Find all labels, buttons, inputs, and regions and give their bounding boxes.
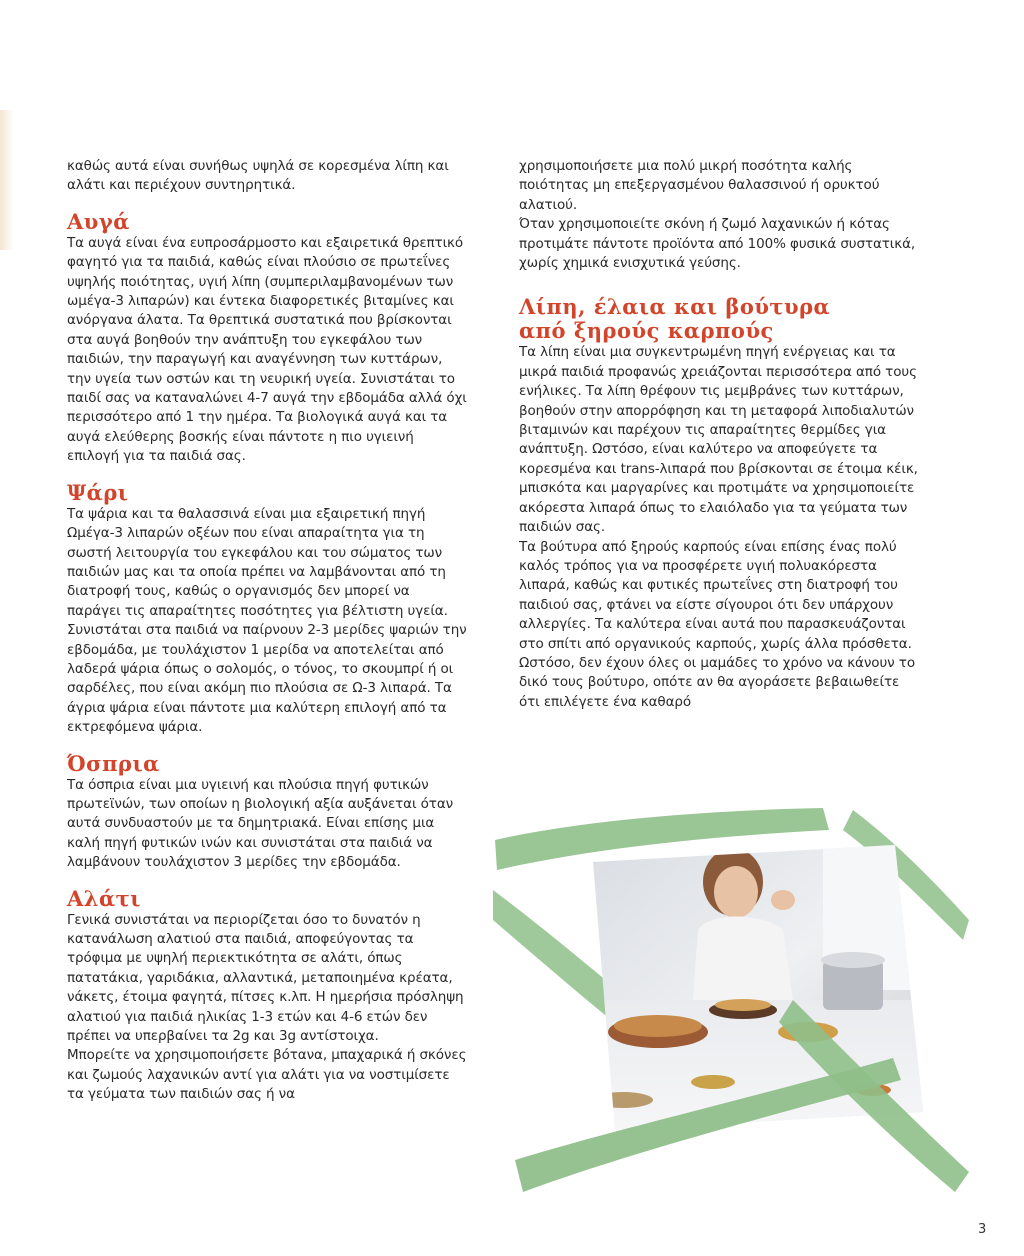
right-column [519, 157, 919, 712]
salt-text: Γενικά συνιστάται να περιορίζεται όσο το δυνατόν η κατανάλωση αλατιού στα παιδιά, αποφεύγοντας τα τρόφιμα με υψηλή περιεκτικότητα σε αλάτι, όπως πατατάκια, γαριδάκια, αλλαντικά, μεταποιημένα κρέατα, νάκετς, έτοιμα φαγητά, πίτσες κ.λπ. Η ημερήσια πρόσληψη αλατιού για παιδιά ηλικίας 1-3 ετών και 4-6 ετών δεν πρέπει να υπερβαίνει τα 2g και 3g αντίστοιχα. [67, 911, 464, 1045]
left-column [67, 157, 467, 1105]
salt-continued-text: χρησιμοποιήσετε μια πολύ μικρή ποσότητα καλής ποιότητας μη επεξεργασμένου θαλασσινού ή ορυκτού αλατιού. [519, 158, 880, 213]
eggs-heading: Αυγά [67, 208, 130, 234]
fats-text: Τα λίπη είναι μια συγκεντρωμένη πηγή ενέργειας και τα μικρά παιδιά προφανώς χρειάζονται περισσότερα από τους ενήλικες. Τα λίπη θρέφουν τις μεμβράνες των κυττάρων, βοηθούν στην απορρόφηση και τη μεταφορά λιποδιαλυτών βιταμινών και παρέχουν τις απαραίτητες θερμίδες για ανάπτυξη. Ωστόσο, είναι καλύτερο να αποφεύγετε τα κορεσμένα και trans-λιπαρά που βρίσκονται σε έτοιμα κέικ, μπισκότα και μαργαρίνες και προτιμάτε να χρησιμοποιείτε ακόρεστα λιπαρά όπως το ελαιόλαδο για τα γεύματα των παιδιών σας. [519, 344, 918, 536]
fish-heading: Ψάρι [67, 479, 129, 505]
page-number: 3 [978, 1222, 987, 1237]
fish-text: Τα ψάρια και τα θαλασσινά είναι μια εξαιρετική πηγή Ωμέγα-3 λιπαρών οξέων που είναι απαραίτητα για τη σωστή λειτουργία του εγκεφάλου και του σώματος των παιδιών μας και τα οποία πρέπει να λαμβάνονται από τη διατροφή τους, καθώς ο οργανισμός δεν μπορεί να παράγει τις απαραίτητες ποσότητες για βέλτιστη υγεία. Συνιστάται στα παιδιά να παίρνουν 2-3 μερίδες ψαριών την εβδομάδα, με τουλάχιστον 1 μερίδα να αποτελείται από λαδερά ψάρια όπως ο σολομός, ο τόνος, το σκουμπρί ή οι σαρδέλες, που είναι ακόμη πιο πλούσια σε Ω-3 λιπαρά. Τα άγρια ψάρια είναι πάντοτε μια καλύτερη επιλογή από τα εκτρεφόμενα ψάρια. [67, 505, 467, 736]
nut-butter-text: Τα βούτυρα από ξηρούς καρπούς είναι επίσης ένας πολύ καλός τρόπος για να προσφέρετε υγιή πολυακόρεστα λιπαρά, καθώς και φυτικές πρωτεΐνες στη διατροφή του παιδιού σας, φτάνει να είστε σίγουροι ότι δεν υπάρχουν αλλεργίες. Τα καλύτερα είναι αυτά που παρασκευάζονται στο σπίτι από οργανικούς καρπούς, χωρίς άλλα πρόσθετα. Ωστόσο, δεν έχουν όλες οι μαμάδες το χρόνο να κάνουν το δικό τους βούτυρο, οπότε αν θα αγοράσετε βεβαιωθείτε ότι επιλέγετε ένα καθαρό [519, 538, 915, 710]
salt-powder-text: Όταν χρησιμοποιείτε σκόνη ή ζωμό λαχανικών ή κότας προτιμάτε πάντοτε προϊόντα από 100% φυσικά συστατικά, χωρίς χημικά ενισχυτικά γεύσης. [519, 216, 916, 272]
fats-heading-line1: Λίπη, έλαια και βούτυρα [519, 294, 831, 320]
page-edge-shade [0, 110, 14, 250]
kitchen-photo [493, 800, 973, 1200]
legumes-heading: Όσπρια [67, 750, 160, 776]
intro-text: καθώς αυτά είναι συνήθως υψηλά σε κορεσμένα λίπη και αλάτι και περιέχουν συντηρητικά. [67, 158, 449, 194]
salt-heading: Αλάτι [67, 885, 141, 911]
kitchen-illustration [493, 800, 973, 1200]
fats-heading-line2: από ξηρούς καρπούς [519, 318, 774, 344]
salt-text-continued: Μπορείτε να χρησιμοποιήσετε βότανα, μπαχαρικά ή σκόνες και ζωμούς λαχανικών αντί για αλάτι για να νοστιμίσετε τα γεύματα των παιδιών σας ή να [67, 1047, 467, 1103]
fats-heading [519, 295, 919, 343]
legumes-text: Τα όσπρια είναι μια υγιεινή και πλούσια πηγή φυτικών πρωτεϊνών, των οποίων η βιολογική αξία αυξάνεται όταν αυτά συνδυαστούν με τα δημητριακά. Είναι επίσης μια καλή πηγή φυτικών ινών και συνιστάται στα παιδιά να λαμβάνουν τουλάχιστον 3 μερίδες την εβδομάδα. [67, 776, 454, 871]
eggs-text: Τα αυγά είναι ένα ευπροσάρμοστο και εξαιρετικά θρεπτικό φαγητό για τα παιδιά, καθώς είναι πλούσιο σε πρωτεΐνες υψηλής ποιότητας, υγιή λίπη (συμπεριλαμβανομένων των ωμέγα-3 λιπαρών) και έντεκα διαφορετικές βιταμίνες και ανόργανα άλατα. Τα θρεπτικά συστατικά που βρίσκονται στα αυγά βοηθούν την ανάπτυξη του εγκεφάλου των παιδιών, την παραγωγή και αναγέννηση των κυττάρων, την υγεία των οστών και τη νευρική υγεία. Συνιστάται το παιδί σας να καταναλώνει 4-7 αυγά την εβδομάδα αλλά όχι περισσότερο από 1 την ημέρα. Τα βιολογικά αυγά και τα αυγά ελεύθερης βοσκής είναι πάντοτε η πιο υγιεινή επιλογή για τα παιδιά σας. [67, 234, 467, 465]
